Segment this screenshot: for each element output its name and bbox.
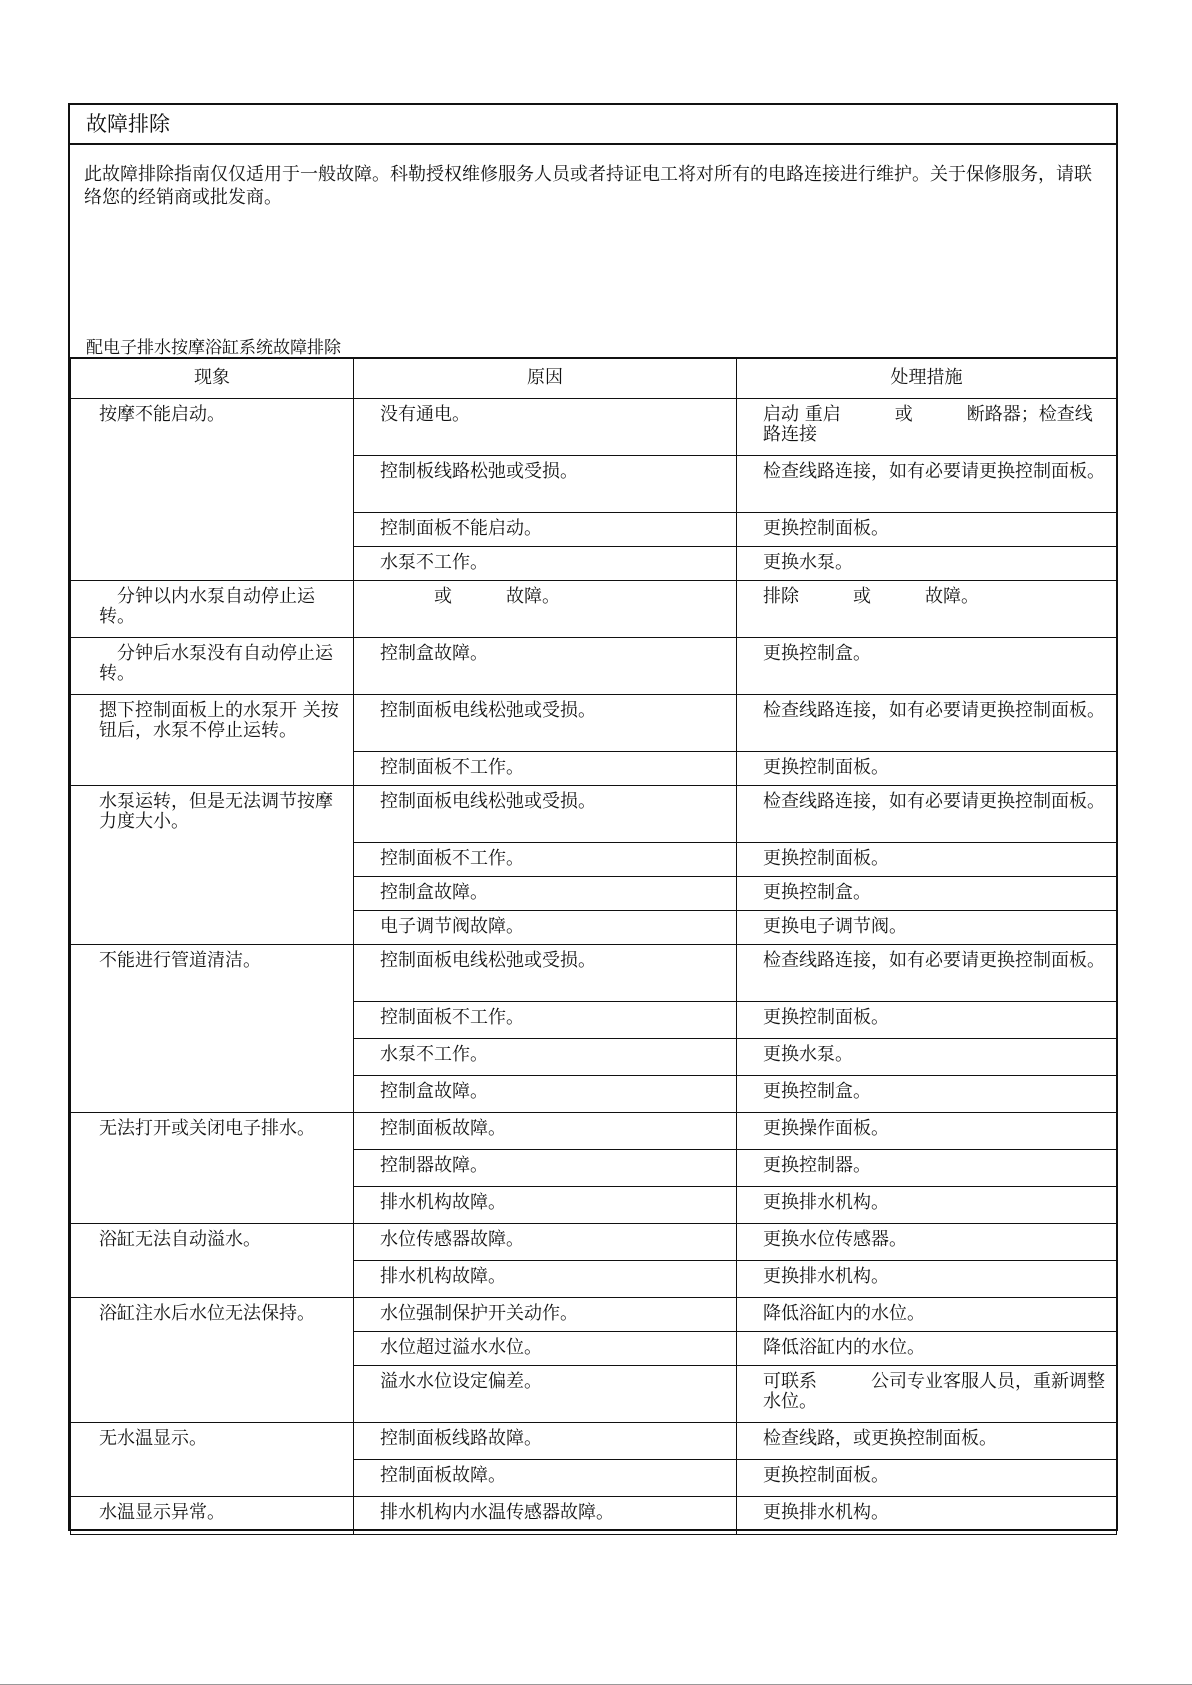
cause-cell: 控制面板电线松弛或受损。 (354, 944, 737, 1001)
symptom-cell: 不能进行管道清洁。 (71, 944, 354, 1112)
fix-cell: 更换控制面板。 (737, 842, 1117, 876)
cause-cell: 控制板线路松弛或受损。 (354, 455, 737, 512)
table-row (71, 1223, 1117, 1260)
fix-cell: 更换水泵。 (737, 1038, 1117, 1075)
table-body (71, 398, 1117, 1534)
fix-cell: 更换排水机构。 (737, 1496, 1117, 1534)
cause-cell: 水泵不工作。 (354, 546, 737, 580)
cause-cell: 控制面板电线松弛或受损。 (354, 785, 737, 842)
cause-cell: 控制盒故障。 (354, 1075, 737, 1112)
table-subtitle: 配电子排水按摩浴缸系统故障排除 (86, 338, 341, 358)
cause-cell: 控制盒故障。 (354, 637, 737, 694)
header-cause: 原因 (354, 358, 737, 398)
fix-cell: 更换控制盒。 (737, 1075, 1117, 1112)
cause-cell: 排水机构内水温传感器故障。 (354, 1496, 737, 1534)
cause-cell: 控制面板电线松弛或受损。 (354, 694, 737, 751)
table-row (71, 785, 1117, 842)
symptom-cell: 摁下控制面板上的水泵开 关按钮后，水泵不停止运转。 (71, 694, 354, 785)
symptom-cell: 无水温显示。 (71, 1422, 354, 1496)
intro-paragraph: 此故障排除指南仅仅适用于一般故障。科勒授权维修服务人员或者持证电工将对所有的电路连接进行维护。关于保修服务，请联络您的经销商或批发商。 (84, 164, 1092, 208)
table-row (71, 1112, 1117, 1149)
table-row (71, 398, 1117, 455)
fix-cell: 更换控制面板。 (737, 512, 1117, 546)
cause-cell: 控制盒故障。 (354, 876, 737, 910)
header-symptom: 现象 (71, 358, 354, 398)
fix-cell: 更换控制面板。 (737, 1459, 1117, 1496)
symptom-cell: 分钟后水泵没有自动停止运转。 (71, 637, 354, 694)
cause-cell: 控制面板不工作。 (354, 842, 737, 876)
fix-cell: 检查线路，或更换控制面板。 (737, 1422, 1117, 1459)
cause-cell: 水泵不工作。 (354, 1038, 737, 1075)
fix-cell: 更换控制面板。 (737, 1001, 1117, 1038)
fix-cell: 更换控制器。 (737, 1149, 1117, 1186)
fix-cell: 更换水位传感器。 (737, 1223, 1117, 1260)
fix-cell: 检查线路连接，如有必要请更换控制面板。 (737, 944, 1117, 1001)
cause-cell: 或 故障。 (354, 580, 737, 637)
cause-cell: 没有通电。 (354, 398, 737, 455)
fix-cell: 更换控制盒。 (737, 637, 1117, 694)
section-title: 故障排除 (70, 105, 1116, 145)
fix-cell: 检查线路连接，如有必要请更换控制面板。 (737, 455, 1117, 512)
symptom-cell: 浴缸注水后水位无法保持。 (71, 1297, 354, 1422)
table-row (71, 694, 1117, 751)
symptom-cell: 无法打开或关闭电子排水。 (71, 1112, 354, 1223)
cause-cell: 电子调节阀故障。 (354, 910, 737, 944)
symptom-cell: 浴缸无法自动溢水。 (71, 1223, 354, 1297)
header-fix: 处理措施 (737, 358, 1117, 398)
fix-cell: 可联系 公司专业客服人员，重新调整水位。 (737, 1365, 1117, 1422)
troubleshooting-table (70, 357, 1117, 1535)
fix-cell: 降低浴缸内的水位。 (737, 1331, 1117, 1365)
fix-cell: 更换排水机构。 (737, 1186, 1117, 1223)
fix-cell: 更换操作面板。 (737, 1112, 1117, 1149)
troubleshooting-frame (68, 103, 1118, 1531)
cause-cell: 控制器故障。 (354, 1149, 737, 1186)
fix-cell: 更换水泵。 (737, 546, 1117, 580)
cause-cell: 排水机构故障。 (354, 1260, 737, 1297)
cause-cell: 水位传感器故障。 (354, 1223, 737, 1260)
cause-cell: 控制面板不能启动。 (354, 512, 737, 546)
fix-cell: 启动 重启 或 断路器；检查线路连接 (737, 398, 1117, 455)
table-row (71, 580, 1117, 637)
fix-cell: 检查线路连接，如有必要请更换控制面板。 (737, 694, 1117, 751)
cause-cell: 控制面板故障。 (354, 1112, 737, 1149)
cause-cell: 排水机构故障。 (354, 1186, 737, 1223)
symptom-cell: 分钟以内水泵自动停止运转。 (71, 580, 354, 637)
cause-cell: 控制面板不工作。 (354, 751, 737, 785)
fix-cell: 更换控制面板。 (737, 751, 1117, 785)
fix-cell: 检查线路连接，如有必要请更换控制面板。 (737, 785, 1117, 842)
fix-cell: 排除 或 故障。 (737, 580, 1117, 637)
table-row (71, 1496, 1117, 1534)
cause-cell: 溢水水位设定偏差。 (354, 1365, 737, 1422)
table-row (71, 944, 1117, 1001)
fix-cell: 更换电子调节阀。 (737, 910, 1117, 944)
cause-cell: 水位超过溢水水位。 (354, 1331, 737, 1365)
cause-cell: 水位强制保护开关动作。 (354, 1297, 737, 1331)
fix-cell: 降低浴缸内的水位。 (737, 1297, 1117, 1331)
table-row (71, 637, 1117, 694)
symptom-cell: 按摩不能启动。 (71, 398, 354, 580)
cause-cell: 控制面板线路故障。 (354, 1422, 737, 1459)
table-row (71, 1422, 1117, 1459)
fix-cell: 更换控制盒。 (737, 876, 1117, 910)
table-row (71, 1297, 1117, 1331)
fix-cell: 更换排水机构。 (737, 1260, 1117, 1297)
symptom-cell: 水温显示异常。 (71, 1496, 354, 1534)
symptom-cell: 水泵运转，但是无法调节按摩力度大小。 (71, 785, 354, 944)
cause-cell: 控制面板不工作。 (354, 1001, 737, 1038)
table-header-row (71, 358, 1117, 398)
cause-cell: 控制面板故障。 (354, 1459, 737, 1496)
